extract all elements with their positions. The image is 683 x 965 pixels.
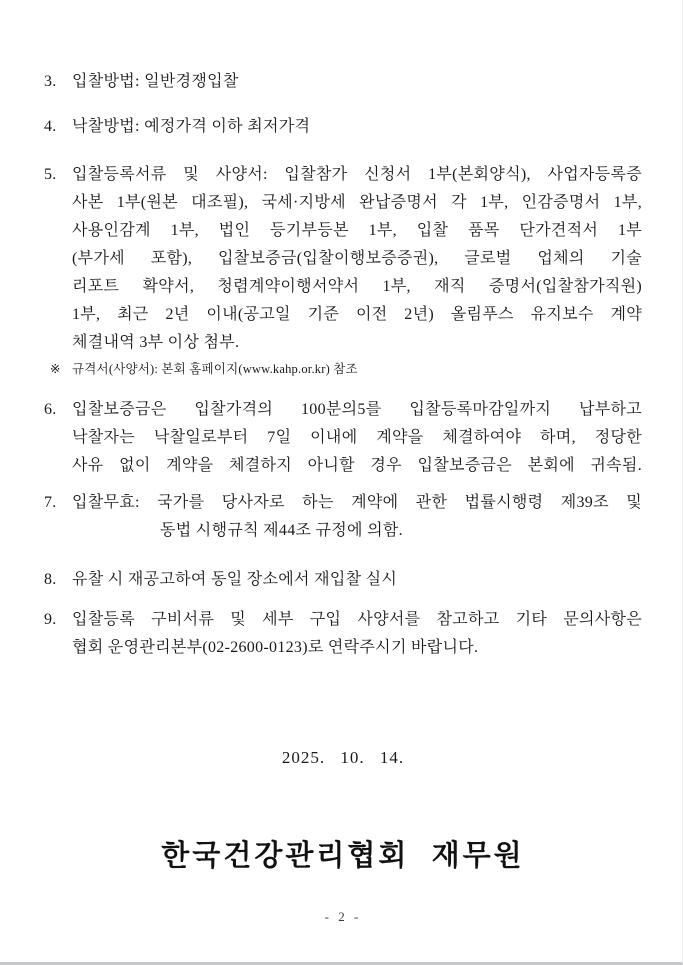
page-number: - 2 -: [324, 909, 362, 924]
doc-line: 낙찰방법: 예정가격 이하 최저가격: [72, 118, 311, 135]
doc-line: 입찰무효: 국가를 당사자로 하는 계약에 관한 법률시행령 제39조 및: [72, 494, 642, 511]
doc-line: 입찰방법: 일반경쟁입찰: [72, 73, 239, 90]
document-date: 2025. 10. 14.: [281, 748, 405, 767]
item-text: [72, 489, 642, 545]
item-text: [72, 566, 642, 594]
organization-signature: 한국건강관리협회 재무원: [161, 840, 525, 872]
doc-line: 체결내역 3부 이상 첨부.: [72, 334, 240, 351]
item-text: [72, 606, 642, 662]
doc-line: 사용인감계 1부, 법인 등기부등본 1부, 입찰 품목 단가견적서 1부: [72, 222, 642, 239]
doc-line: 동법 시행규칙 제44조 규정에 의함.: [160, 522, 403, 539]
item-number: 6.: [44, 401, 57, 418]
item-text: [72, 396, 642, 480]
list-item: [44, 113, 642, 141]
item-number: 9.: [44, 611, 57, 628]
doc-line: 입찰보증금은 입찰가격의 100분의5를 입찰등록마감일까지 납부하고: [72, 401, 642, 418]
doc-line: 입찰등록서류 및 사양서: 입찰참가 신청서 1부(본회양식), 사업자등록증: [72, 166, 642, 183]
item-number: 5.: [44, 166, 57, 183]
item-text: [72, 113, 642, 141]
list-item: [44, 566, 642, 594]
spec-note: [44, 360, 642, 378]
note-marker-icon: ※: [50, 362, 61, 376]
doc-line: (부가세 포함), 입찰보증금(입찰이행보증증권), 글로벌 업체의 기술: [72, 250, 642, 267]
doc-line: 리포트 확약서, 청렴계약이행서약서 1부, 재직 증명서(입찰참가직원): [72, 278, 642, 295]
item-text: [72, 68, 642, 96]
doc-line: 사본 1부(원본 대조필), 국세·지방세 완납증명서 각 1부, 인감증명서 1부,: [72, 194, 642, 211]
item-number: 7.: [44, 494, 57, 511]
doc-line: 낙찰자는 낙찰일로부터 7일 이내에 계약을 체결하여야 하며, 정당한: [72, 429, 642, 446]
doc-line: 협회 운영관리본부(02-2600-0123)로 연락주시기 바랍니다.: [72, 639, 479, 656]
doc-line: 유찰 시 재공고하여 동일 장소에서 재입찰 실시: [72, 571, 398, 588]
doc-line: 1부, 최근 2년 이내(공고일 기준 이전 2년) 올림푸스 유지보수 계약: [72, 306, 642, 323]
item-number: 3.: [44, 73, 57, 90]
list-item: [44, 606, 642, 662]
list-item: [44, 396, 642, 480]
item-text: [72, 161, 642, 357]
item-number: 8.: [44, 571, 57, 588]
list-item: [44, 161, 642, 357]
doc-line: 입찰등록 구비서류 및 세부 구입 사양서를 참고하고 기타 문의사항은: [72, 611, 642, 628]
item-number: 4.: [44, 118, 57, 135]
note-text: 규격서(사양서): 본회 홈페이지(www.kahp.or.kr) 참조: [72, 362, 358, 376]
document-items: [44, 68, 642, 662]
doc-line: 사유 없이 계약을 체결하지 아니할 경우 입찰보증금은 본회에 귀속됨.: [72, 457, 642, 474]
list-item: [44, 68, 642, 96]
list-item: [44, 489, 642, 545]
